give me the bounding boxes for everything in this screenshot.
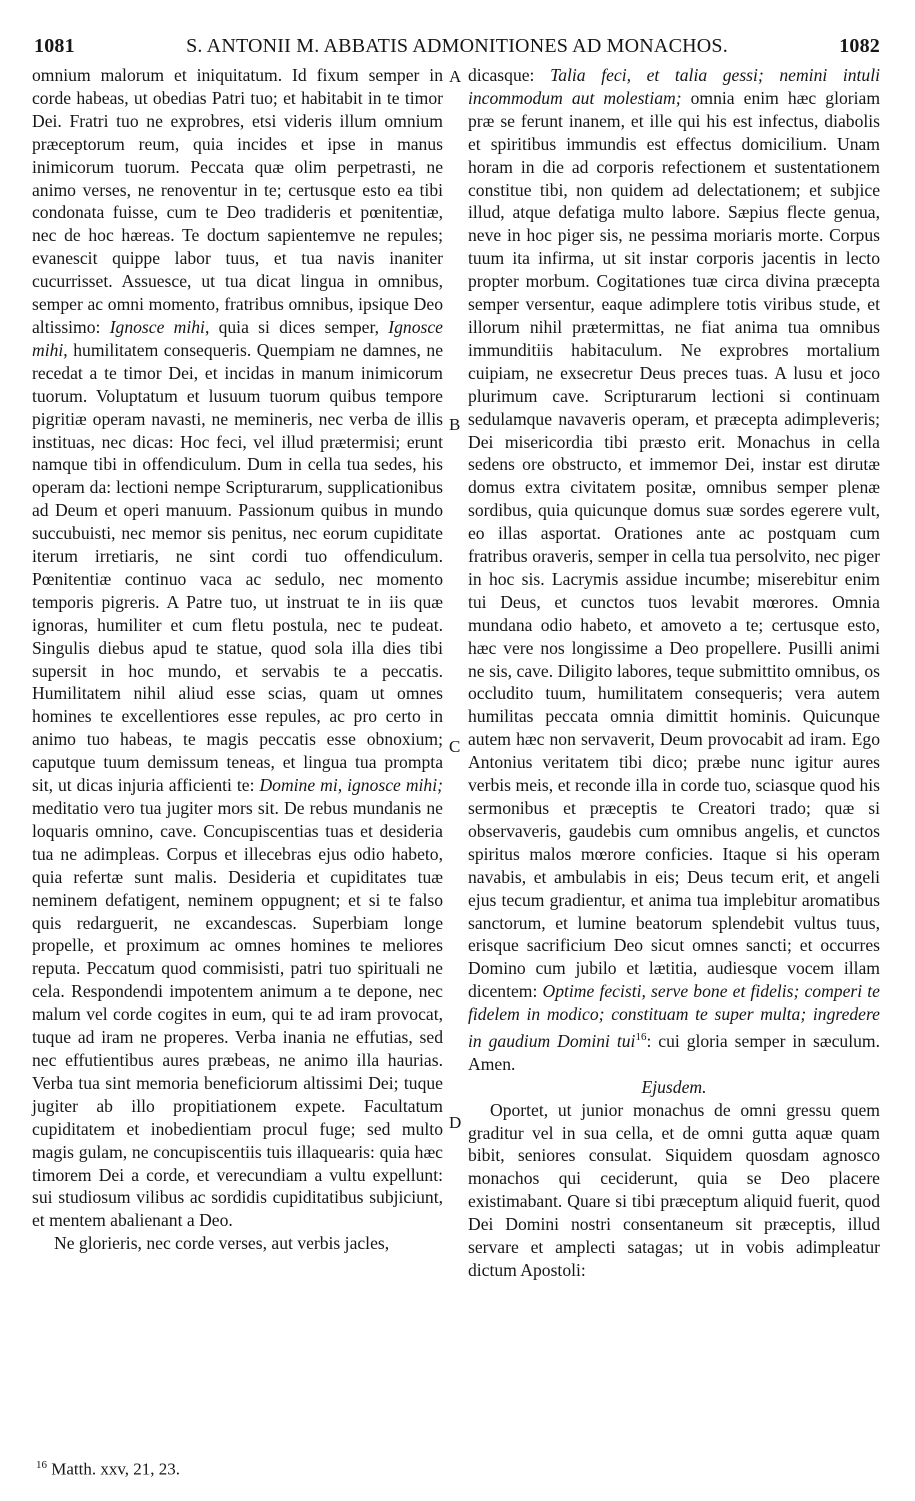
page-number-left: 1081 <box>34 35 75 57</box>
margin-letter-a: A <box>449 67 462 86</box>
footnote-reference: 16 <box>635 1031 647 1044</box>
left-paragraph-2: Ne glorieris, nec corde verses, aut verbis jacles, <box>54 1233 390 1254</box>
running-header <box>34 34 880 58</box>
footnote-mark: 16 <box>36 1459 47 1471</box>
section-subheading: Ejusdem. <box>641 1076 707 1097</box>
quote-talia-feci: Talia feci, et talia gessi; nemini intuli incommodum aut molestiam; <box>468 65 880 108</box>
right-column <box>468 64 880 1282</box>
running-title: S. ANTONII M. ABBATIS ADMONITIONES AD MONACHOS. <box>186 35 728 57</box>
right-paragraph-2: Oportet, ut junior monachus de omni gressu quem graditur vel in sua cella, et de omni gutta aquæ quam bibit, seniores consulat. Siquidem quosdam agnosco monachos qui ceciderunt, quia se Deo placere existimabant. Quare si tibi præceptum aliquid fuerit, quod Dei Domini nostri consentaneum sit præceptis, illud servare et amplecti satagas; ut in vobis adimpleatur dictum Apostoli: <box>468 1099 880 1280</box>
quote-domine-mi: Domine mi, ignosce mihi; <box>259 775 443 796</box>
margin-letter-d: D <box>449 1113 462 1132</box>
footnote <box>36 1454 180 1481</box>
margin-letter-c: C <box>449 737 461 756</box>
quote-optime-fecisti: Optime fecisti, serve bone et fidelis; comperi te fidelem in modico; constituam te super multa; ingredere in gaudium Domini tui <box>468 981 880 1051</box>
quote-ignosce-mihi-2: Ignosce mihi <box>32 316 443 360</box>
footnote-text: Matth. xxv, 21, 23. <box>51 1459 181 1479</box>
page-number-right: 1082 <box>839 35 880 57</box>
left-paragraph-1: omnium malorum et iniquitatum. Id fixum semper in corde habeas, ut obedias Patri tuo; et habitabit in te timor Dei. Fratri tuo ne exprobres, etsi videris illum omnium præceptorum reum, quia incides et ipse in manus inimicorum tuorum. Peccata quæ olim perpetrasti, ne animo verses, ne renoventur in te; certusque esto ea tibi condonata fuisse, cum te Deo tradideris et pœnitentiæ, nec de hoc hæreas. Te doctum sapientemve ne repules; evanescit quippe labor tuus, et tua navis inaniter cucurrisset. Assuesce, ut tua dicat lingua in omnibus, semper ac omni momento, fratribus omnibus, ipsique Deo altissimo: Ignosce mihi, quia si dices semper, Ignosce mihi, humilitatem consequeris. Quempiam ne damnes, ne recedat a te timor Dei, et incidas in manum inimicorum tuorum. Voluptatum et lusuum tuorum quibus tempore pigritiæ operam navasti, ne memineris, nec verba de illis instituas, nec dicas: Hoc feci, vel illud prætermisi; erunt namque tibi in offendiculum. Dum in cella tua sedes, his operam da: lectioni nempe Scripturarum, supplicationibus ad Deum et operi manuum. Passionum quibus in mundo succubuisti, nec memor sis penitus, nec eorum cupiditate iterum irretiaris, ne sint cordi tuo offendiculum. Pœnitentiæ continuo vaca ac sedulo, nec momento temporis pigreris. A Patre tuo, ut instruat te in iis quæ ignoras, humiliter et cum fletu postula, nec te pudeat. Singulis diebus apud te statue, quod sola illa dies tibi supersit in hoc mundo, et servabis te a peccatis. Humilitatem nihil aliud esse scias, quam ut omnes homines te excellentiores esse repules, ac pro certo in animo tuo habeas, te magis peccatis esse obnoxium; caputque tuum demissum teneas, et lingua tua prompta sit, ut dicas injuria afficienti te: Domine mi, ignosce mihi; meditatio vero tua jugiter mors sit. De rebus mundanis ne loquaris omnino, cave. Concupiscentias tuas et desideria tua ne adimpleas. Corpus et illecebras ejus odio habeto, quia refertæ sunt malis. Desideria et cupiditates tuæ neminem defatigent, neminem oppugnent; et si te falso quis redarguerit, ne excandescas. Superbiam longe propelle, et proximum ac omnes homines te meliores reputa. Peccatum quod commisisti, patri tuo spirituali ne cela. Respondendi impotentem animum a te depone, nec malum vel corde cogites in eum, qui te ad iram provocat, tuque ad iram ne properes. Verba inania ne effutias, sed nec effutientibus aures præbeas, ne animo illa haurias. Verba tua sint memoria beneficiorum altissimi Dei; tuque jugiter ab illo propitiationem expete. Facultatum cupiditatem et inobedientiam procul fuge; sed multo magis gulam, ne concupiscentiis tuis illaquearis: quia hæc timorem Dei a corde, et verecundiam a vultu expellunt: sui studiosum vilibus ac sordidis cupiditatibus subjiciunt, et mentem abalienant a Deo. <box>32 65 443 1231</box>
left-column <box>32 64 443 1255</box>
margin-letter-b: B <box>449 415 461 434</box>
right-paragraph-1: dicasque: Talia feci, et talia gessi; nemini intuli incommodum aut molestiam; omnia enim hæc gloriam præ se ferunt inanem, et ille qui his est infectus, diabolis et spiritibus immundis est effectus domicilium. Unam horam in die ad corporis refectionem et sustentationem constitue tibi, non quidem ad delectationem; et subjice illud, atque defatiga multo labore. Sæpius flecte genua, neve in hoc piger sis, ne pessima moriaris morte. Corpus tuum ita infirma, ut sit instar corporis jacentis in lecto propter morbum. Cogitationes tuæ circa divina præcepta semper versentur, eaque adimplere totis viribus stude, et illorum nihil prætermittas, ne fiat anima tua omnibus immunditiis habitaculum. Ne exprobres mortalium cuipiam, ne exsecretur Deus preces tuas. A lusu et joco plurimum cave. Scripturarum lectioni si continuam sedulamque navaveris operam, et præcepta adimpleveris; Dei misericordia tibi præsto erit. Monachus in cella sedens ore obstructo, et immemor Dei, instar est dirutæ domus extra civitatem positæ, omnibus semper plenæ sordibus, quia quicunque domus suæ sordes egerere vult, eo illas asportat. Orationes ante ac postquam cum fratribus oraveris, semper in cella tua persolvito, nec piger in hoc sis. Lacrymis assidue incumbe; miserebitur enim tui Deus, et cunctos tuos levabit mœrores. Omnia mundana odio habeto, et amoveto a te; certusque esto, hæc vere nos longissime a Deo propellere. Pusilli animi ne sis, cave. Diligito labores, teque submittito omnibus, os occludito tuum, humilitatem consequeris; vera autem humilitas peccata omnia dimittit hominis. Quicunque autem hæc non servaverit, Deum provocabit ad iram. Ego Antonius veritatem tibi dico; præbe nunc igitur aures verbis meis, et reconde illa in corde tuo, sciasque quod his sermonibus et præceptis te Creatori trado; quæ si observaveris, gaudebis cum omnibus angelis, et cunctos spiritus malos mœrore conficies. Itaque si his operam navabis, et ambulabis in eis; Deus tecum erit, et angeli ejus tecum gradientur, et anima tua implebitur aromatibus sanctorum, et lumine beatorum splendebit vultus tuus, erisque sacrificium Deo sicut omnes sancti; et occurres Domino cum jubilo et lætitia, audiesque vocem illam dicentem: Optime fecisti, serve bone et fidelis; comperi te fidelem in modico; constituam te super multa; ingredere in gaudium Domini tui$^{16}$: cui gloria semper in sæculum. Amen. <box>468 65 881 1074</box>
quote-ignosce-mihi-1: Ignosce mihi <box>109 316 205 337</box>
